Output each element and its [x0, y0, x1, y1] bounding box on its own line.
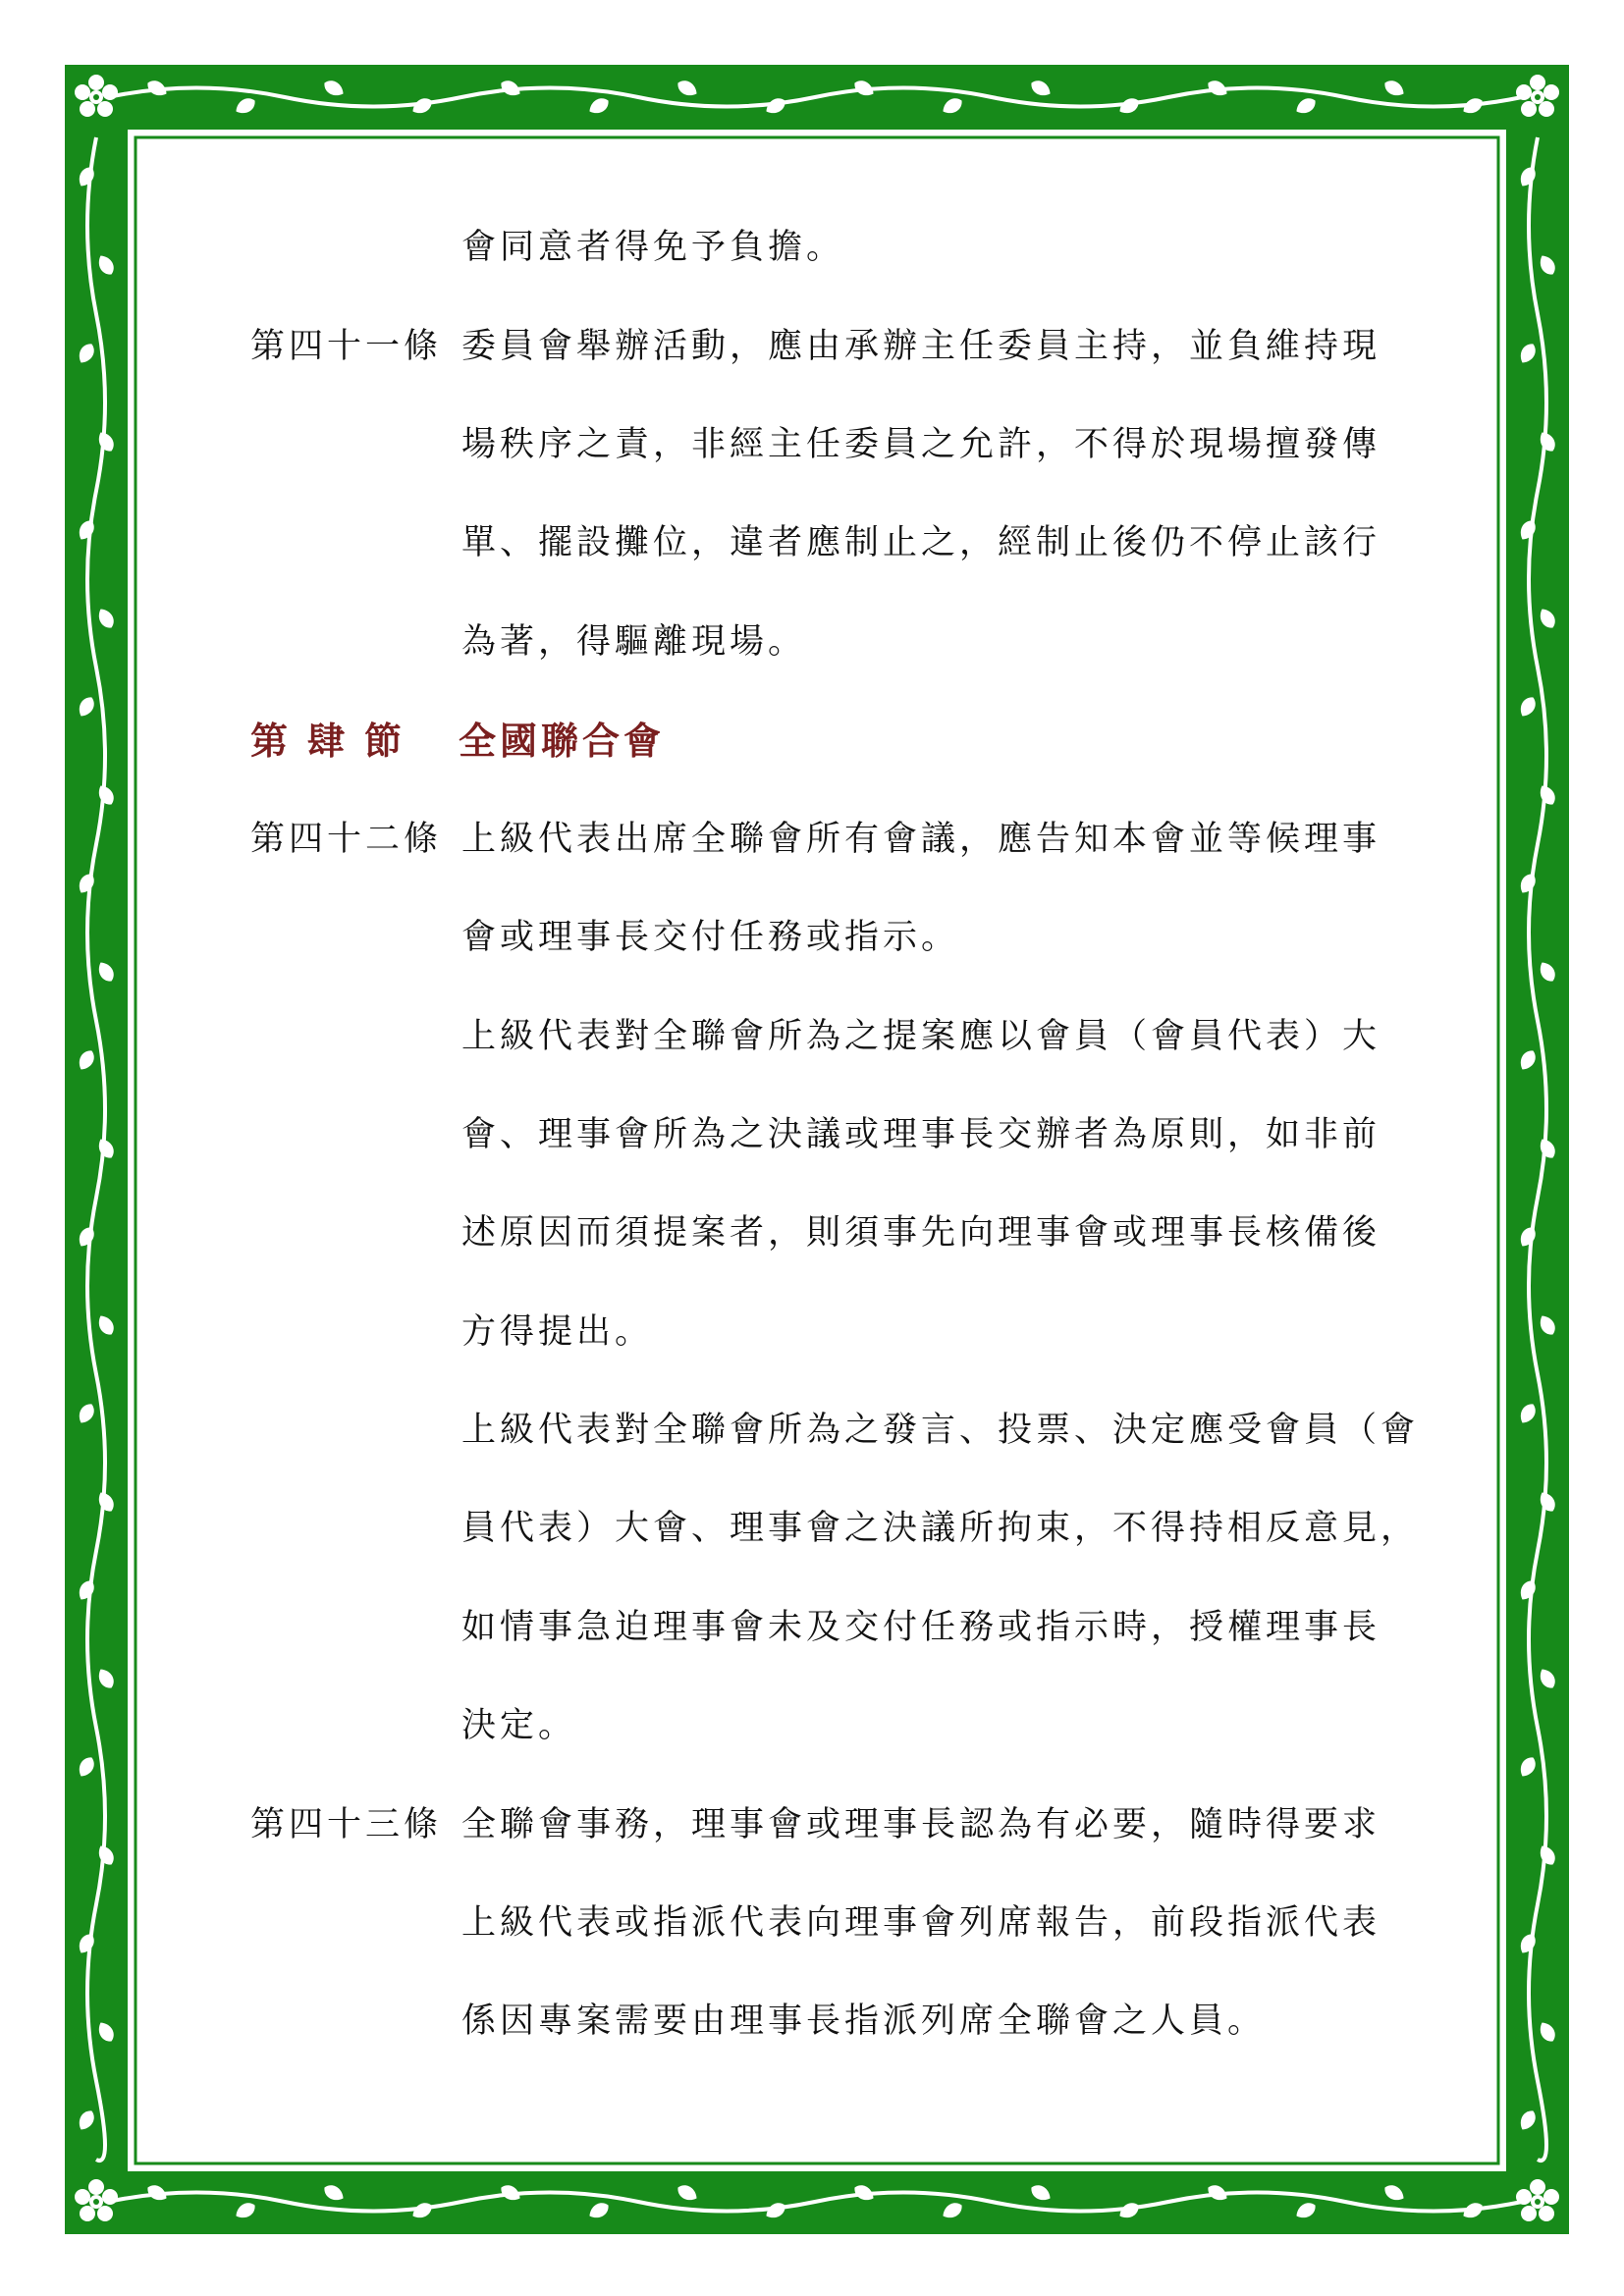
article-41-line: 委員會舉辦活動，應由承辦主任委員主持，並負維持現 — [461, 327, 1381, 366]
continuation-line: 會同意者得免予負擔。 — [461, 228, 845, 267]
article-41-label: 第四十一條 — [250, 327, 443, 366]
article-42-label: 第四十二條 — [250, 820, 443, 859]
article-42-line: 方得提出。 — [461, 1312, 654, 1352]
article-42-line: 如情事急迫理事會未及交付任務或指示時，授權理事長 — [461, 1608, 1381, 1647]
article-42-line: 上級代表出席全聯會所有會議，應告知本會並等候理事 — [461, 820, 1381, 859]
article-41-line: 單、擺設攤位，違者應制止之，經制止後仍不停止該行 — [461, 523, 1381, 562]
article-43-line: 全聯會事務，理事會或理事長認為有必要，隨時得要求 — [461, 1805, 1381, 1844]
article-43-line: 上級代表或指派代表向理事會列席報告，前段指派代表 — [461, 1903, 1381, 1943]
article-42-line: 員代表）大會、理事會之決議所拘束，不得持相反意見， — [461, 1509, 1420, 1548]
section-number: 第肆節 — [250, 719, 422, 763]
article-41-line: 為著，得驅離現場。 — [461, 622, 807, 662]
article-42-line: 會或理事長交付任務或指示。 — [461, 918, 960, 957]
section-heading — [250, 716, 666, 767]
article-42-line: 決定。 — [461, 1706, 577, 1745]
article-43-line: 係因專案需要由理事長指派列席全聯會之人員。 — [461, 2002, 1267, 2041]
article-42-line: 會、理事會所為之決議或理事長交辦者為原則，如非前 — [461, 1115, 1381, 1154]
section-title: 全國聯合會 — [459, 719, 666, 763]
article-42-line: 上級代表對全聯會所為之發言、投票、決定應受會員（會 — [461, 1411, 1420, 1450]
article-42-line: 上級代表對全聯會所為之提案應以會員（會員代表）大 — [461, 1017, 1381, 1056]
article-41-line: 場秩序之責，非經主任委員之允許，不得於現場擅發傳 — [461, 425, 1381, 464]
article-42-line: 述原因而須提案者，則須事先向理事會或理事長核備後 — [461, 1213, 1381, 1253]
article-43-label: 第四十三條 — [250, 1805, 443, 1844]
